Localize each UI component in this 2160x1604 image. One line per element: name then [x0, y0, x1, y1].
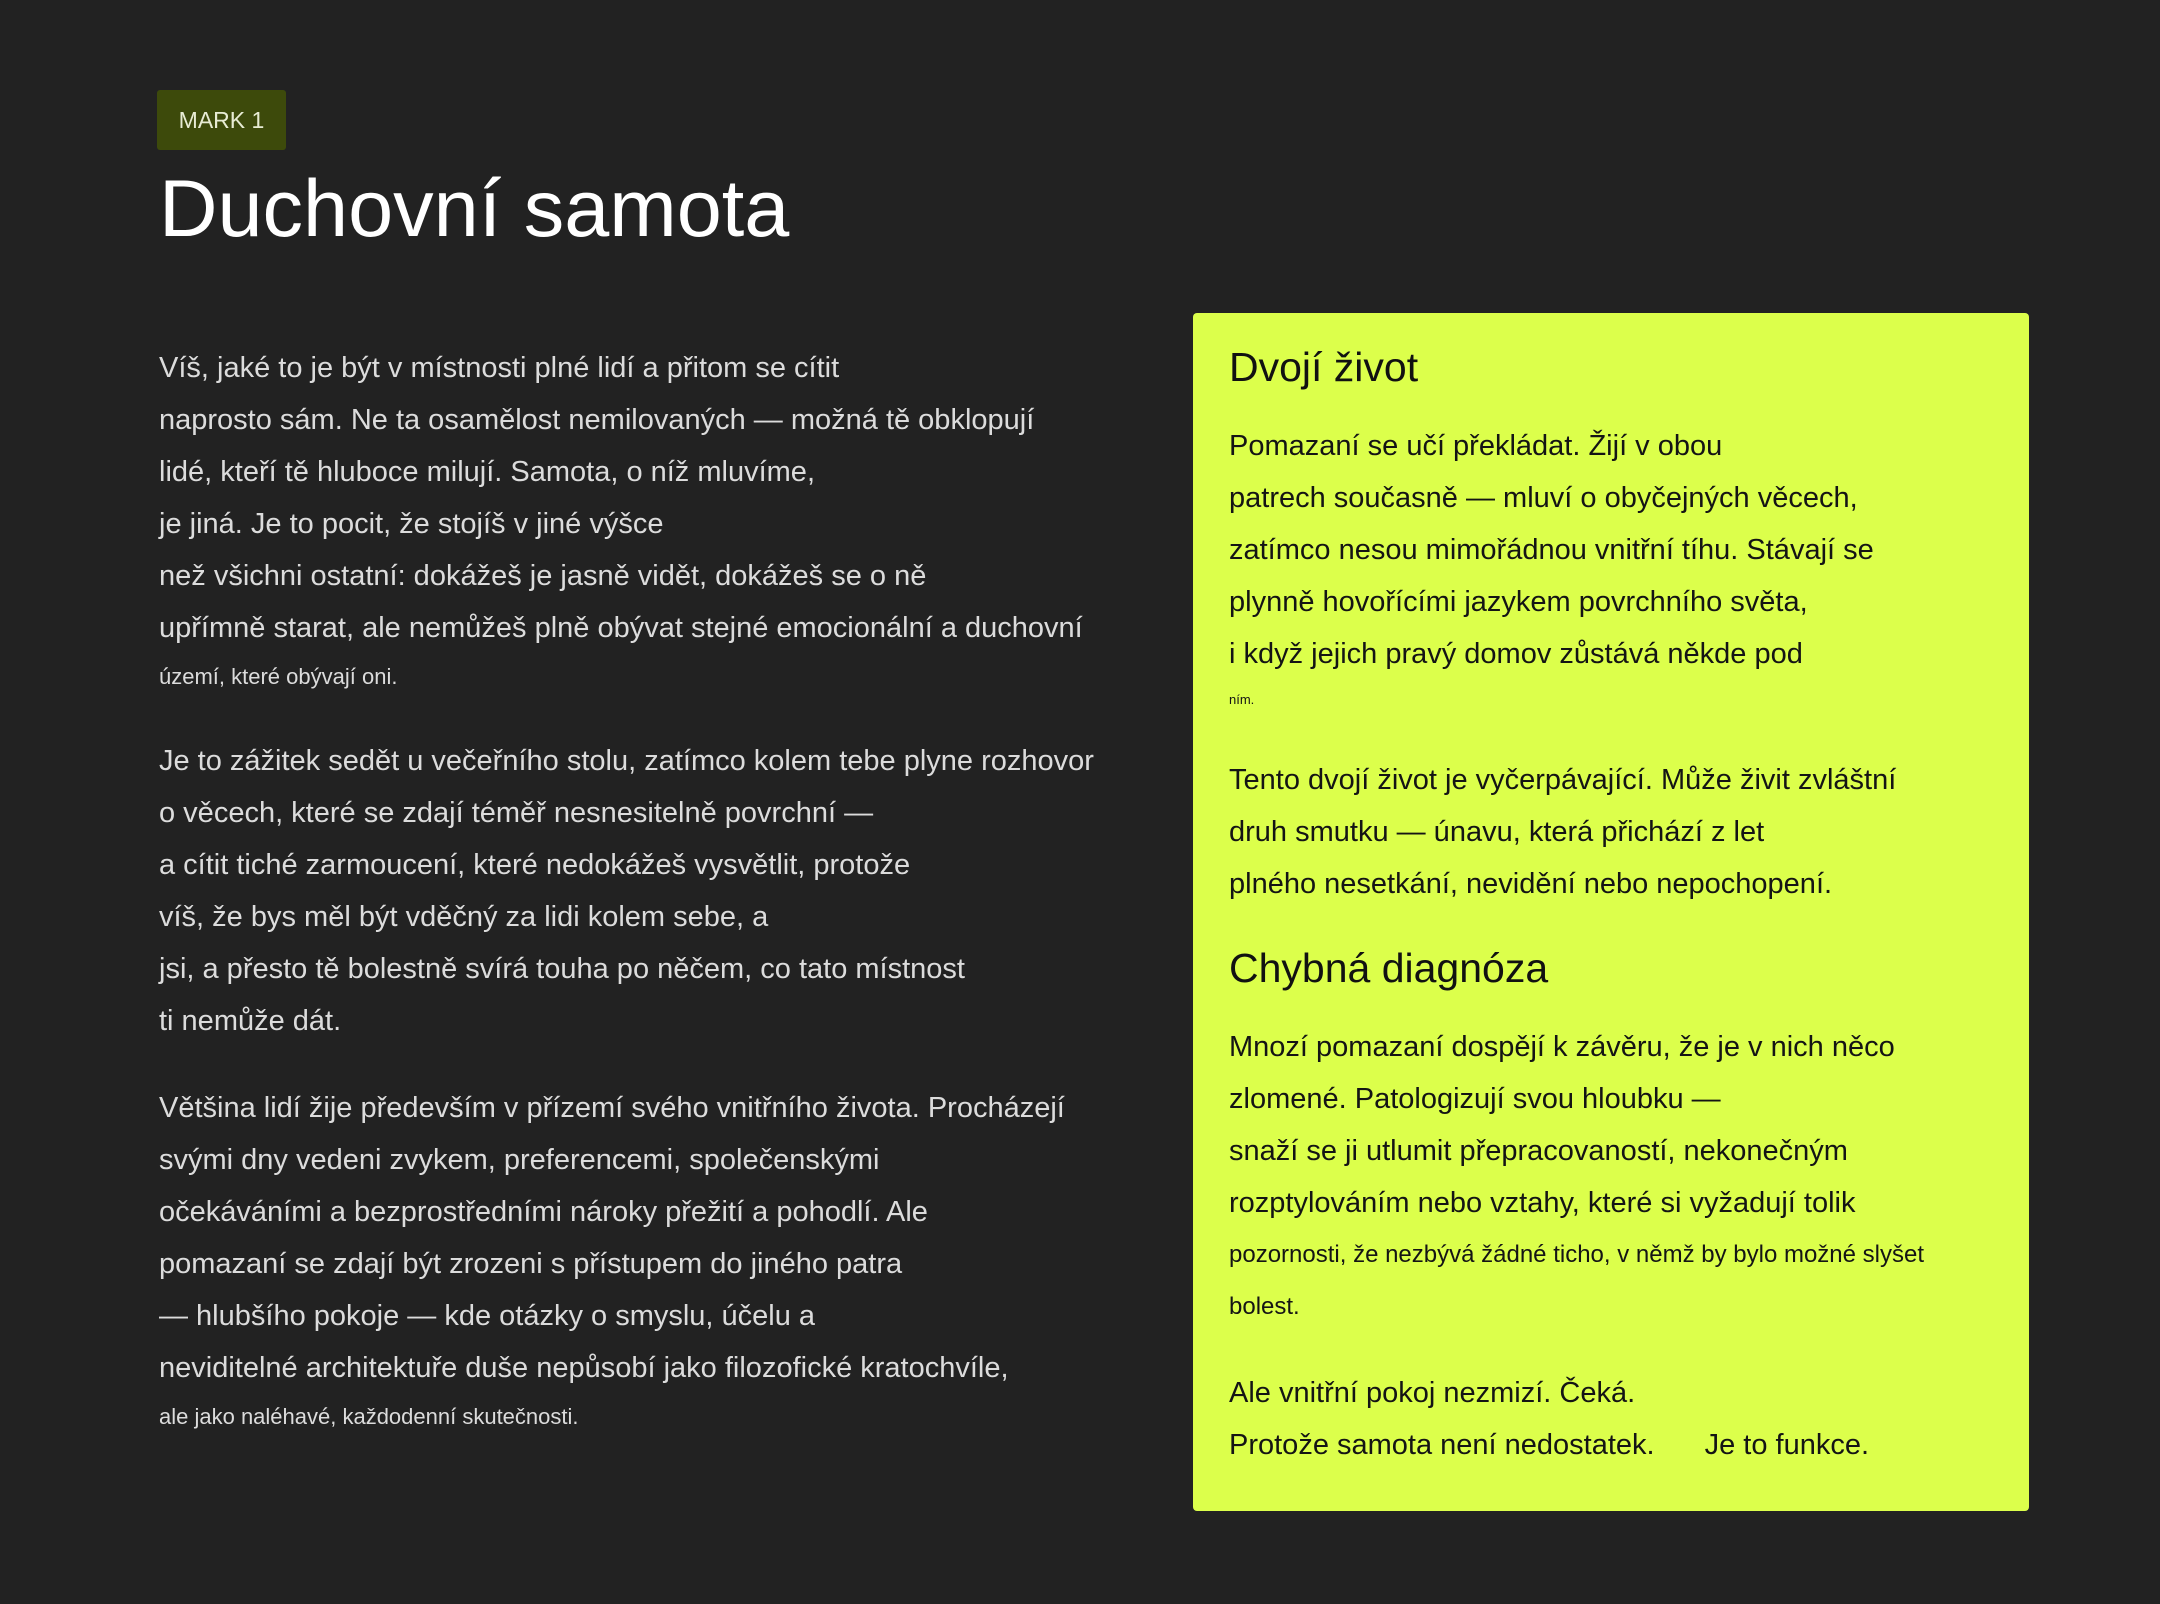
- panel-heading-dual-life: Dvojí život: [1229, 344, 1419, 390]
- panel-paragraph-4: [1229, 1367, 1993, 1471]
- text-line: Pomazaní se učí překládat. Žijí v obou: [1229, 430, 1723, 463]
- mark-badge: MARK 1: [157, 90, 286, 150]
- text-line: Víš, jaké to je být v místnosti plné lidí a přitom se cítit: [159, 352, 840, 384]
- text-line: Je to zážitek sedět u večeřního stolu, zatímco kolem tebe plyne rozhovor: [159, 745, 1094, 777]
- text-line: rozptylováním nebo vztahy, které si vyžadují tolik: [1229, 1187, 1856, 1220]
- text-line: svými dny vedeni zvykem, preferencemi, společenskými: [159, 1144, 880, 1176]
- text-line: a cítit tiché zarmoucení, které nedokážeš vysvětlit, protože: [159, 849, 911, 881]
- text-line: patrech současně — mluví o obyčejných věcech,: [1229, 482, 1858, 515]
- text-line: zatímco nesou mimořádnou vnitřní tíhu. Stávají se: [1229, 534, 1874, 567]
- text-line: plného nesetkání, nevidění nebo nepochopení.: [1229, 868, 1833, 901]
- text-line: druh smutku — únavu, která přichází z let: [1229, 816, 1765, 849]
- text-line: ti nemůže dát.: [159, 1005, 342, 1037]
- text-line: neviditelné architektuře duše nepůsobí jako filozofické kratochvíle,: [159, 1352, 1009, 1384]
- text-line: pomazaní se zdají být zrozeni s přístupem do jiného patra: [159, 1248, 903, 1280]
- panel-paragraph-3: [1229, 1021, 1993, 1333]
- text-line: pozornosti, že nezbývá žádné ticho, v němž by bylo možné slyšet: [1229, 1241, 1925, 1269]
- text-line: jsi, a přesto tě bolestně svírá touha po něčem, co tato místnost: [159, 953, 965, 985]
- panel-paragraph-1: [1229, 420, 1993, 720]
- text-line: lidé, kteří tě hluboce milují. Samota, o níž mluvíme,: [159, 456, 815, 488]
- panel-paragraph-2: [1229, 754, 1993, 910]
- text-line: naprosto sám. Ne ta osamělost nemilovaných — možná tě obklopují: [159, 404, 1035, 436]
- text-line: Ale vnitřní pokoj nezmizí. Čeká.: [1229, 1377, 1636, 1410]
- text-line: území, které obývají oni.: [159, 664, 398, 689]
- text-line: plynně hovořícími jazykem povrchního světa,: [1229, 586, 1808, 619]
- text-line: bolest.: [1229, 1293, 1300, 1321]
- text-line: zlomené. Patologizují svou hloubku —: [1229, 1083, 1721, 1116]
- text-line: Mnozí pomazaní dospějí k závěru, že je v nich něco: [1229, 1031, 1895, 1064]
- text-line: Většina lidí žije především v přízemí svého vnitřního života. Procházejí: [159, 1092, 1065, 1124]
- text-line: — hlubšího pokoje — kde otázky o smyslu, účelu a: [159, 1300, 816, 1332]
- text-line: než všichni ostatní: dokážeš je jasně vidět, dokážeš se o ně: [159, 560, 927, 592]
- panel-heading-misdiagnosis: Chybná diagnóza: [1229, 945, 1549, 992]
- text-line: je jiná. Je to pocit, že stojíš v jiné výšce: [159, 508, 664, 540]
- closing-sentence-1: Protože samota není nedostatek.: [1229, 1429, 1655, 1462]
- paragraph-3: [159, 1082, 1159, 1440]
- text-line: Tento dvojí život je vyčerpávající. Může živit zvláštní: [1229, 764, 1897, 797]
- page-title: Duchovní samota: [159, 164, 790, 254]
- text-line: ním.: [1229, 692, 1255, 708]
- text-line: [1229, 1419, 1993, 1471]
- main-text: [159, 342, 1159, 1475]
- paragraph-2: [159, 735, 1159, 1047]
- text-line: upřímně starat, ale nemůžeš plně obývat stejné emocionální a duchovní: [159, 612, 1083, 644]
- text-line: očekáváními a bezprostředními nároky přežití a pohodlí. Ale: [159, 1196, 928, 1228]
- text-line: víš, že bys měl být vděčný za lidi kolem sebe, a: [159, 901, 769, 933]
- closing-sentence-2: Je to funkce.: [1704, 1429, 1870, 1462]
- text-line: snaží se ji utlumit přepracovaností, nekonečným: [1229, 1135, 1848, 1168]
- text-line: ale jako naléhavé, každodenní skutečnosti.: [159, 1404, 579, 1429]
- paragraph-1: [159, 342, 1159, 700]
- text-line: i když jejich pravý domov zůstává někde pod: [1229, 638, 1803, 671]
- sidebar-panel: [1193, 313, 2029, 1511]
- text-line: o věcech, které se zdají téměř nesnesitelně povrchní —: [159, 797, 874, 829]
